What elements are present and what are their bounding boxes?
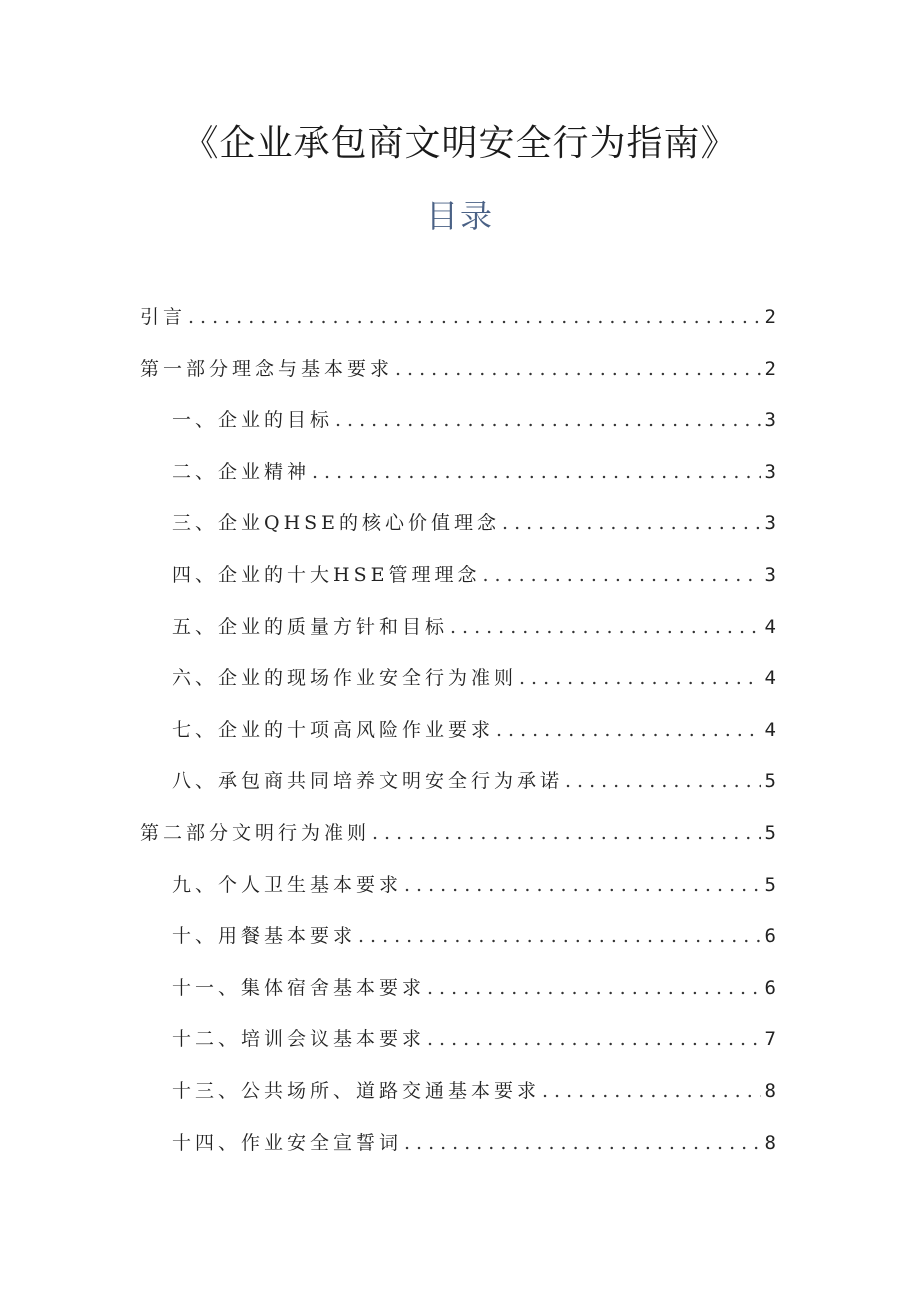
- toc-entry-label: 十、用餐基本要求: [172, 925, 357, 948]
- toc-entry[interactable]: [140, 447, 776, 499]
- toc-entry-label: 第二部分文明行为准则: [140, 821, 371, 844]
- toc-dot-leader: [312, 447, 761, 499]
- toc-entry-label: 引言: [140, 306, 187, 328]
- toc-entry-label: 十三、公共场所、道路交通基本要求: [172, 1079, 541, 1102]
- toc-dot-leader: [482, 550, 760, 602]
- toc-page-number: 8: [764, 1079, 776, 1102]
- toc-page-number: 6: [764, 976, 776, 999]
- toc-entry[interactable]: [140, 292, 776, 344]
- toc-dot-leader: [450, 602, 761, 654]
- toc-entry-label: 四、企业的十大HSE管理理念: [172, 563, 481, 586]
- toc-dot-leader: [565, 756, 761, 808]
- toc-page-number: 2: [764, 357, 776, 380]
- toc-entry-label: 第一部分理念与基本要求: [140, 357, 394, 380]
- toc-dot-leader: [188, 292, 761, 344]
- toc-entry-label: 七、企业的十项高风险作业要求: [172, 718, 495, 741]
- toc-entry-label: 九、个人卫生基本要求: [172, 873, 403, 896]
- toc-entry[interactable]: [140, 705, 776, 757]
- toc-entry[interactable]: [140, 550, 776, 602]
- toc-dot-leader: [335, 395, 761, 447]
- toc-dot-leader: [427, 963, 761, 1015]
- toc-dot-leader: [496, 705, 761, 757]
- toc-dot-leader: [358, 911, 761, 963]
- toc-dot-leader: [427, 1014, 761, 1066]
- toc-entry-label: 十二、培训会议基本要求: [172, 1028, 426, 1051]
- toc-dot-leader: [404, 860, 761, 912]
- toc-entry[interactable]: [140, 860, 776, 912]
- toc-entry-label: 六、企业的现场作业安全行为准则: [172, 667, 518, 690]
- table-of-contents: [140, 292, 776, 1169]
- toc-entry-label: 一、企业的目标: [172, 409, 334, 432]
- toc-dot-leader: [404, 1118, 761, 1170]
- toc-page-number: 4: [764, 718, 776, 741]
- toc-page-number: 3: [764, 563, 776, 586]
- toc-entry[interactable]: [140, 344, 776, 396]
- toc-entry-label: 五、企业的质量方针和目标: [172, 615, 449, 638]
- toc-page-number: 8: [764, 1131, 776, 1154]
- toc-entry-label: 二、企业精神: [172, 460, 311, 483]
- toc-dot-leader: [395, 344, 761, 396]
- toc-heading: 目录: [425, 197, 494, 235]
- toc-dot-leader: [519, 653, 761, 705]
- toc-entry[interactable]: [140, 808, 776, 860]
- toc-entry[interactable]: [140, 1066, 776, 1118]
- toc-entry[interactable]: [140, 1118, 776, 1170]
- toc-page-number: 7: [764, 1028, 776, 1051]
- toc-page-number: 3: [764, 409, 776, 432]
- toc-entry[interactable]: [140, 911, 776, 963]
- toc-entry[interactable]: [140, 498, 776, 550]
- toc-page-number: 4: [764, 615, 776, 638]
- toc-page-number: 3: [764, 512, 776, 535]
- toc-entry[interactable]: [140, 602, 776, 654]
- toc-entry-label: 十四、作业安全宣誓词: [172, 1131, 403, 1154]
- toc-page-number: 5: [764, 821, 776, 844]
- toc-entry[interactable]: [140, 756, 776, 808]
- toc-dot-leader: [542, 1066, 761, 1118]
- toc-page-number: 5: [764, 770, 776, 793]
- toc-entry[interactable]: [140, 653, 776, 705]
- toc-page-number: 2: [764, 306, 776, 328]
- toc-dot-leader: [502, 498, 761, 550]
- toc-dot-leader: [372, 808, 761, 860]
- toc-entry[interactable]: [140, 395, 776, 447]
- toc-entry[interactable]: [140, 1014, 776, 1066]
- toc-entry[interactable]: [140, 963, 776, 1015]
- document-title: 《企业承包商文明安全行为指南》: [182, 123, 738, 164]
- toc-page-number: 4: [764, 667, 776, 690]
- toc-page-number: 5: [764, 873, 776, 896]
- toc-page-number: 3: [764, 460, 776, 483]
- toc-entry-label: 八、承包商共同培养文明安全行为承诺: [172, 770, 564, 793]
- toc-page-number: 6: [764, 925, 776, 948]
- toc-entry-label: 十一、集体宿舍基本要求: [172, 976, 426, 999]
- toc-entry-label: 三、企业QHSE的核心价值理念: [172, 512, 501, 535]
